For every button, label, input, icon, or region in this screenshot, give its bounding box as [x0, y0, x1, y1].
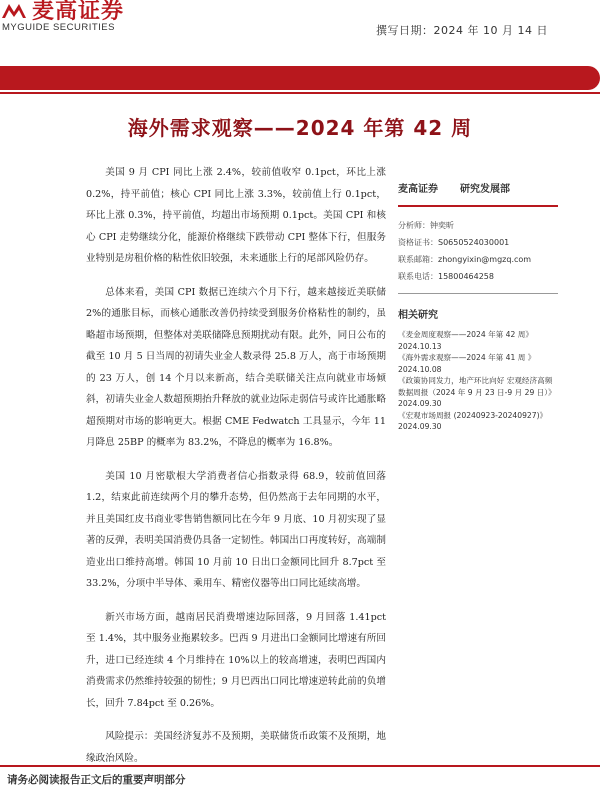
sidebar-dept: 研究发展部: [460, 184, 510, 195]
body-paragraph-consumer: 美国 10 月密歇根大学消费者信心指数录得 68.9，较前值回落 1.2，结束此前连续两个月的攀升态势，但仍然高于去年同期的水平，并且美国红皮书商业零售销售额同比在今年 9 月底、10 月初实现了显著的反弹，表明美国消费仍具备一定韧性。韩国出口再度转好，高端制造业出口维持高增。韩国 10 月前 10 日出口金额同比回升 8.7pct 至 33.2%，分项中半导体、乘用车、精密仪器等出口同比延续高增。: [86, 470, 386, 589]
sidebar-header: [398, 180, 558, 195]
sidebar-thin-divider: [398, 293, 558, 294]
body-paragraph-fed: 总体来看，美国 CPI 数据已连续六个月下行，越来越接近美联储 2%的通胀目标，而核心通胀改善仍持续受到服务价格粘性的制约，虽略超市场预期，但整体对美联储降息预期扰动有限。此外，同日公布的截至 10 月 5 日当周的初请失业金人数录得 25.8 万人，高于市场预期的 23 万人，创 14 个月以来新高，结合美联储关注点向就业市场倾斜，初请失业金人数超预期抬升释放的就业边际走弱信号或许比通胀略超预期对市场的影响更大。根据 CME Fedwatch 工具显示，今年 11 月降息 25BP 的概率为 83.2%，不降息的概率为 16.8%。: [86, 286, 386, 448]
cert-label: 资格证书：: [398, 238, 438, 247]
report-title: 海外需求观察——2024 年第 42 周: [127, 116, 473, 140]
logo-en-text: MYGUIDE SECURITIES: [2, 22, 115, 33]
company-logo: [0, 0, 175, 40]
logo-cn-text: 麦高证券: [32, 0, 125, 24]
phone-line: [398, 268, 558, 285]
related-item-date: 2024.10.13: [398, 341, 442, 351]
logo-mark-icon: [0, 0, 28, 22]
related-item-date: 2024.09.30: [398, 422, 442, 431]
write-date: 撰写日期：2024 年 10 月 14 日: [376, 24, 548, 37]
related-list: [398, 329, 558, 433]
phone-label: 联系电话：: [398, 272, 438, 281]
email-label: 联系邮箱：: [398, 255, 438, 264]
body-paragraph-cpi: 美国 9 月 CPI 同比上涨 2.4%，较前值收窄 0.1pct，环比上涨 0.2%，持平前值；核心 CPI 同比上涨 3.3%，较前值上行 0.1pct，环比上涨 0.3%，持平前值，均超出市场预期 0.1pct。美国 CPI 和核心 CPI 走势继续分化，能源价格继续下跌带动 CPI 整体下行，但服务业特别是房租价格的粘性依旧较强，未来通胀上行的尾部风险仍存。: [86, 167, 386, 264]
analyst-label: 分析师：: [398, 221, 430, 230]
related-item-title[interactable]: 《宏观市场周报 (20240923-20240927)》: [398, 410, 548, 420]
related-item-date: 2024.10.08: [398, 364, 442, 374]
related-item-date: 2024.09.30: [398, 399, 442, 408]
body-paragraph-emerging: 新兴市场方面，越南居民消费增速边际回落，9 月回落 1.41pct 至 1.4%，其中服务业拖累较多。巴西 9 月进出口金额同比增速有所回升，进口已经连续 4 个月维持在 10%以上的较高增速，表明巴西国内消费需求仍然维持较强的韧性；9 月巴西出口同比增速逆转此前的负增长，回升 7.84pct 至 0.26%。: [86, 611, 386, 709]
report-body: [86, 162, 386, 781]
related-item-title[interactable]: 《海外需求观察——2024 年第 41 周 》: [398, 353, 536, 362]
cert-line: [398, 234, 558, 251]
sidebar-org: 麦高证券: [398, 184, 438, 195]
analyst-line: [398, 217, 558, 234]
page-footer: [0, 765, 600, 802]
phone-value: 15800464258: [438, 272, 494, 281]
body-paragraph-risk: 风险提示：美国经济复苏不及预期，美联储货币政策不及预期，地缘政治风险。: [86, 731, 386, 764]
analyst-name: 钟奕昕: [430, 221, 454, 230]
header-red-band: [0, 66, 600, 90]
related-item-title[interactable]: 《麦金周度观察——2024 年第 42 周》: [398, 330, 533, 339]
related-item-title[interactable]: 《政策协同发力，地产环比向好 宏观经济高频数据周报（2024 年 9 月 23 日-9 月 29 日）》: [398, 376, 556, 397]
email-line: [398, 251, 558, 268]
related-research-title: 相关研究: [398, 310, 438, 321]
footer-notice: 请务必阅读报告正文后的重要声明部分: [7, 774, 186, 786]
cert-value: S0650524030001: [438, 238, 510, 247]
page-header: [0, 0, 600, 50]
sidebar: [398, 180, 558, 433]
email-value[interactable]: zhongyixin@mgzq.com: [438, 255, 532, 264]
sidebar-divider: [398, 205, 558, 207]
